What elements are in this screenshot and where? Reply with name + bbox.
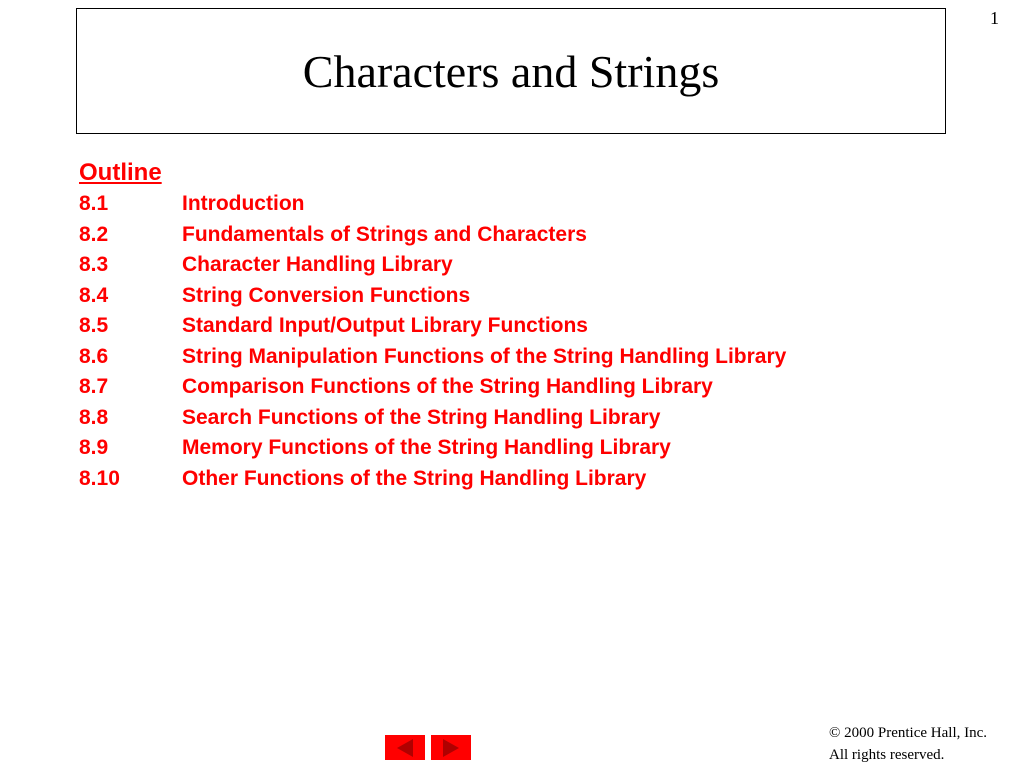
outline-heading: Outline [79,159,162,186]
page-number: 1 [990,8,999,28]
item-number: 8.6 [79,344,109,368]
item-number: 8.2 [79,222,109,246]
item-number: 8.7 [79,375,109,398]
item-number: 8.8 [79,405,109,429]
item-label: Introduction [182,192,305,215]
copyright-line-1: © 2000 Prentice Hall, Inc. [829,725,988,741]
item-label: Character Handling Library [182,253,453,276]
item-number: 8.3 [79,253,109,276]
outline [79,157,786,494]
next-slide-button[interactable] [431,735,471,760]
item-number: 8.10 [79,466,120,490]
outline-item [79,281,786,312]
outline-item [79,250,786,281]
copyright-line-2: All rights reserved. [829,747,945,763]
item-number: 8.5 [79,314,109,337]
outline-item [79,189,786,220]
slide-title: Characters and Strings [302,45,720,97]
outline-item [79,342,786,373]
item-label: Fundamentals of Strings and Characters [182,222,587,246]
item-number: 8.4 [79,283,109,307]
previous-slide-button[interactable] [385,735,425,760]
outline-item [79,220,786,251]
outline-item [79,403,786,434]
outline-item [79,311,786,342]
item-label: Memory Functions of the String Handling Library [182,436,671,459]
outline-item [79,464,786,495]
item-label: Comparison Functions of the String Handling Library [182,375,713,398]
outline-item [79,433,786,464]
item-number: 8.1 [79,192,109,215]
title-box [76,8,946,134]
item-label: Other Functions of the String Handling Library [182,466,647,490]
copyright [829,722,987,766]
right-triangle-icon [443,739,459,757]
item-label: Search Functions of the String Handling Library [182,405,661,429]
item-label: Standard Input/Output Library Functions [182,314,588,337]
item-label: String Conversion Functions [182,283,471,307]
left-triangle-icon [397,739,413,757]
item-number: 8.9 [79,436,109,459]
outline-item [79,372,786,403]
item-label: String Manipulation Functions of the String Handling Library [182,344,787,368]
